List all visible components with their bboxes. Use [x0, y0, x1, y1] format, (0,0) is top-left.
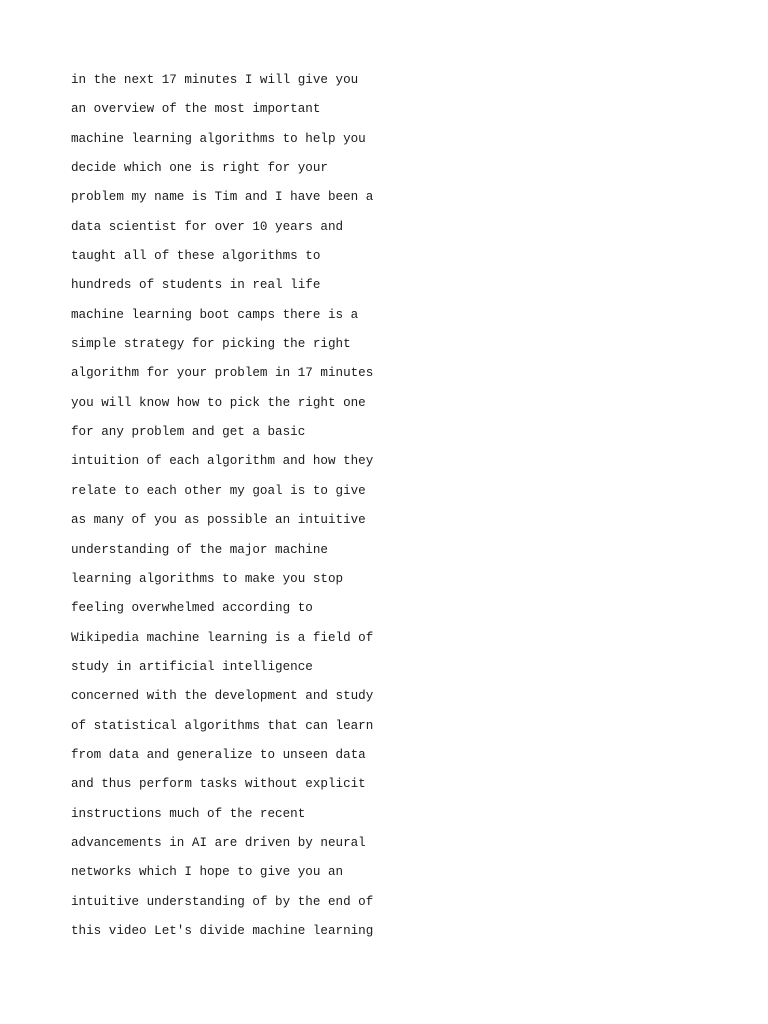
transcript-line: understanding of the major machine: [71, 542, 328, 557]
transcript-line: hundreds of students in real life: [71, 278, 321, 293]
transcript-line: from data and generalize to unseen data: [71, 747, 366, 762]
transcript-text: [71, 70, 373, 950]
transcript-line: Wikipedia machine learning is a field of: [71, 630, 374, 645]
transcript-line: problem my name is Tim and I have been a: [71, 190, 374, 205]
transcript-line: concerned with the development and study: [71, 689, 374, 704]
transcript-line: and thus perform tasks without explicit: [71, 777, 366, 792]
transcript-line: learning algorithms to make you stop: [71, 571, 344, 586]
transcript-line: data scientist for over 10 years and: [71, 219, 344, 234]
transcript-line: advancements in AI are driven by neural: [71, 835, 366, 850]
transcript-line: this video Let's divide machine learning: [71, 923, 374, 938]
transcript-line: networks which I hope to give you an: [71, 865, 344, 880]
transcript-line: algorithm for your problem in 17 minutes: [71, 366, 374, 381]
transcript-line: simple strategy for picking the right: [71, 337, 351, 352]
transcript-line: decide which one is right for your: [71, 161, 328, 176]
transcript-line: machine learning algorithms to help you: [71, 131, 366, 146]
transcript-line: study in artificial intelligence: [71, 659, 313, 674]
transcript-line: taught all of these algorithms to: [71, 249, 321, 264]
transcript-line: machine learning boot camps there is a: [71, 307, 359, 322]
transcript-line: in the next 17 minutes I will give you: [71, 73, 359, 87]
transcript-line: intuition of each algorithm and how they: [71, 454, 374, 469]
transcript-line: feeling overwhelmed according to: [71, 601, 313, 616]
transcript-line: you will know how to pick the right one: [71, 395, 366, 410]
transcript-line: an overview of the most important: [71, 102, 321, 117]
transcript-line: for any problem and get a basic: [71, 425, 306, 440]
transcript-line: instructions much of the recent: [71, 806, 306, 821]
transcript-line: as many of you as possible an intuitive: [71, 513, 366, 528]
transcript-line: of statistical algorithms that can learn: [71, 718, 374, 733]
transcript-line: intuitive understanding of by the end of: [71, 894, 374, 909]
transcript-line: relate to each other my goal is to give: [71, 483, 366, 498]
